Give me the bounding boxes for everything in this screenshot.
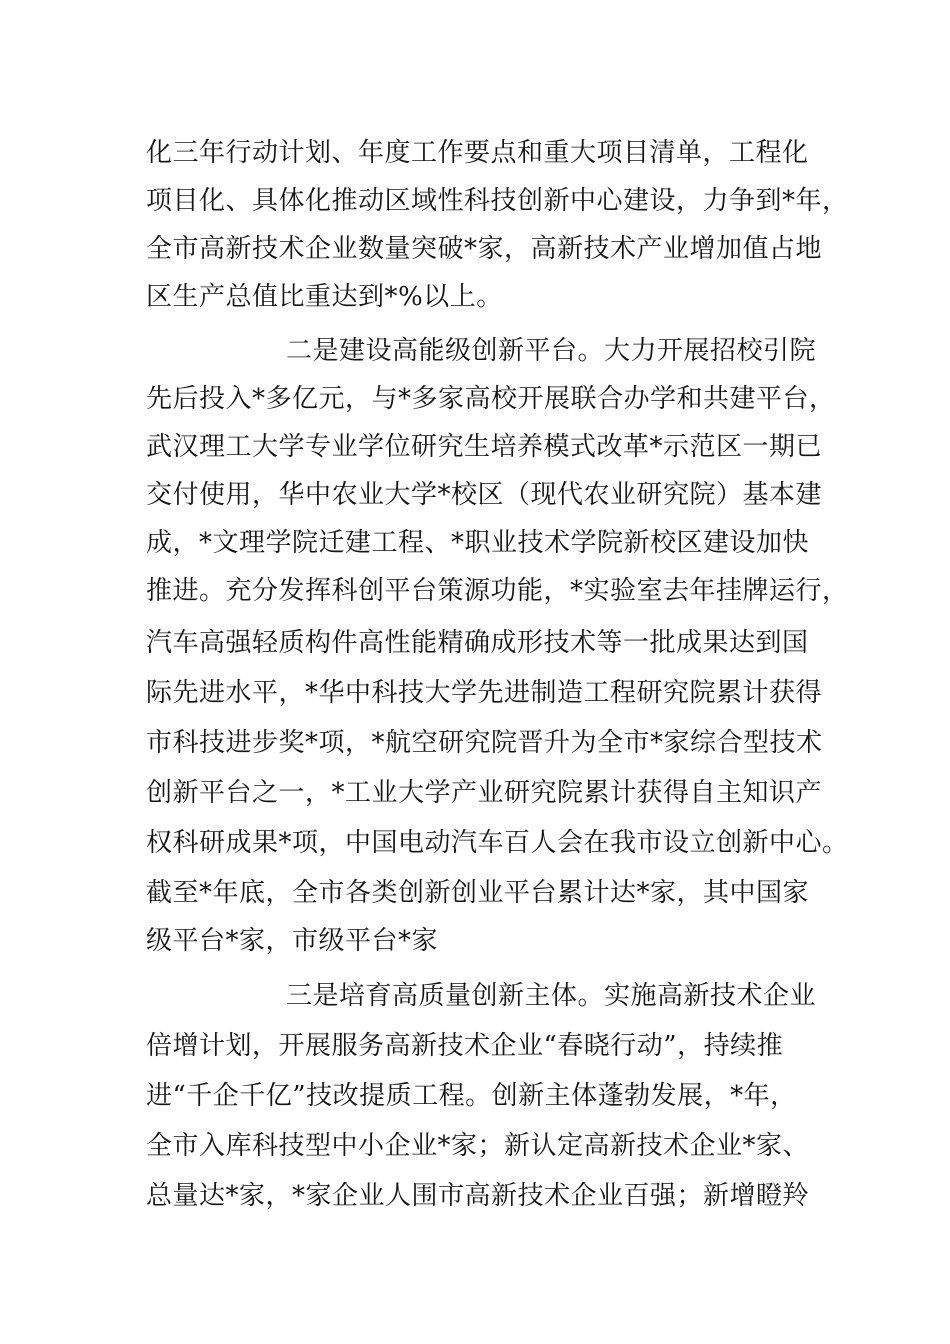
text-line: 创新平台之一，*工业大学产业研究院累计获得自主知识产 (146, 778, 823, 808)
text-line: 武汉理工大学专业学位研究生培养模式改革*示范区一期已 (146, 432, 823, 462)
text-line: 区生产总值比重达到*%以上。 (146, 282, 503, 312)
text-line: 市科技进步奖*项，*航空研究院晋升为全市*家综合型技术 (146, 728, 823, 758)
text-line: 截至*年底，全市各类创新创业平台累计达*家，其中国家 (146, 878, 810, 908)
text-line: 倍增计划，开展服务高新技术企业“春晓行动”，持续推 (146, 1031, 784, 1061)
paragraph-heading-line: 三是培育高质量创新主体。实施高新技术企业 (286, 981, 817, 1011)
text-line: 际先进水平，*华中科技大学先进制造工程研究院累计获得 (146, 678, 823, 708)
text-line: 项目化、具体化推动区域性科技创新中心建设，力争到*年， (146, 186, 849, 216)
text-line: 化三年行动计划、年度工作要点和重大项目清单，工程化 (146, 138, 809, 168)
text-line: 全市高新技术企业数量突破*家，高新技术产业增加值占地 (146, 234, 823, 264)
text-line: 总量达*家，*家企业人围市高新技术企业百强；新增瞪羚 (146, 1181, 810, 1211)
text-line: 先后投入*多亿元，与*多家高校开展联合办学和共建平台， (146, 384, 836, 414)
text-line: 全市入库科技型中小企业*家；新认定高新技术企业*家、 (146, 1131, 810, 1161)
text-line: 权科研成果*项，中国电动汽车百人会在我市设立创新中心。 (146, 828, 849, 858)
paragraph-heading-line: 二是建设高能级创新平台。大力开展招校引院 (286, 336, 817, 366)
text-line: 汽车高强轻质构件高性能精确成形技术等一批成果达到国 (146, 628, 809, 658)
text-line: 成，*文理学院迁建工程、*职业技术学院新校区建设加快 (146, 528, 810, 558)
text-line: 交付使用，华中农业大学*校区（现代农业研究院）基本建 (146, 480, 823, 510)
text-line: 进“千企千亿”技改提质工程。创新主体蓬勃发展，*年， (146, 1081, 797, 1111)
text-line: 推进。充分发挥科创平台策源功能，*实验室去年挂牌运行， (146, 576, 849, 606)
text-line: 级平台*家，市级平台*家 (146, 926, 439, 956)
